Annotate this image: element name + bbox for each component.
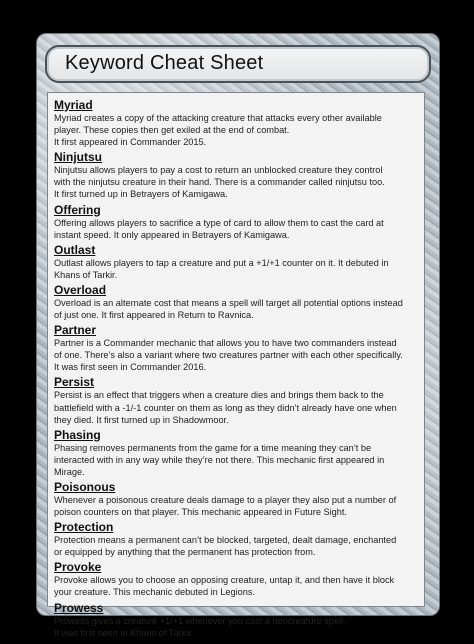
keyword-entry-provoke xyxy=(54,560,418,598)
keyword-description: Outlast allows players to tap a creature and put a +1/+1 counter on it. It debuted in Khans of Tarkir. xyxy=(54,257,389,280)
keyword-name: Outlast xyxy=(54,242,96,257)
keyword-name: Partner xyxy=(54,323,97,338)
keyword-entry-ninjutsu xyxy=(54,150,418,200)
keyword-name: Persist xyxy=(54,375,95,390)
keyword-name: Protection xyxy=(54,520,114,535)
keyword-entry-prowess xyxy=(54,601,418,639)
keyword-name: Overload xyxy=(54,282,107,297)
keyword-description: Myriad creates a copy of the attacking creature that attacks every other available player. These copies then get exiled at the end of combat. It first appeared in Commander 2015. xyxy=(54,113,382,148)
keyword-description: Prowess gives a creature +1/+1 whenever you cast a noncreature spell. It was first seen in Khans of Tarkir. xyxy=(54,615,346,638)
cheat-sheet-card xyxy=(36,33,440,638)
keyword-description: Ninjutsu allows players to pay a cost to return an unblocked creature they control with the ninjutsu creature in their hand. There is a commander called ninjutsu too. It first turned up in Betrayers of Kamigawa. xyxy=(54,165,385,200)
keyword-description: Protection means a permanent can’t be blocked, targeted, dealt damage, enchanted or equipped by anything that the permanent has protection from. xyxy=(54,535,397,558)
title-bar xyxy=(45,45,431,83)
keyword-entry-persist xyxy=(54,375,418,425)
keyword-description: Whenever a poisonous creature deals damage to a player they also put a number of poison counters on that player. This mechanic appeared in Future Sight. xyxy=(54,494,397,518)
keyword-name: Offering xyxy=(54,202,101,217)
keyword-description: Persist is an effect that triggers when a creature dies and brings them back to the battlefield with a -1/-1 counter on them as long as they didn’t already have one when they died. It first turned up in Shadowmoor. xyxy=(54,390,397,425)
keyword-description: Provoke allows you to choose an opposing creature, untap it, and then have it block your creature. This mechanic debuted in Legions. xyxy=(54,575,395,598)
keyword-name: Myriad xyxy=(54,98,93,112)
keyword-entry-poisonous xyxy=(54,480,418,518)
keyword-entry-outlast xyxy=(54,243,418,281)
keyword-entry-partner xyxy=(54,323,418,373)
keyword-name: Poisonous xyxy=(54,479,116,494)
keyword-entry-overload xyxy=(54,283,418,321)
keyword-description: Partner is a Commander mechanic that allows you to have two commanders instead of one. There’s also a variant where two creatures partner with each other specifically. It was first seen in Commander 2016. xyxy=(54,338,403,373)
keyword-list xyxy=(47,92,425,638)
keyword-entry-myriad xyxy=(54,98,418,148)
keyword-entry-phasing xyxy=(54,428,418,478)
keyword-entry-offering xyxy=(54,203,418,241)
keyword-entry-protection xyxy=(54,520,418,558)
keyword-description: Offering allows players to sacrifice a type of card to allow them to cast the card at instant speed. It only appeared in Betrayers of Kamigawa. xyxy=(54,217,384,240)
keyword-description: Overload is an alternate cost that means a spell will target all potential options instead of just one. It first appeared in Return to Ravnica. xyxy=(54,297,403,321)
keyword-name: Phasing xyxy=(54,427,101,442)
keyword-name: Prowess xyxy=(54,600,104,615)
keyword-name: Provoke xyxy=(54,560,102,575)
keyword-description: Phasing removes permanents from the game for a time meaning they can’t be interacted with in any way while they’re not there. This mechanic first appeared in Mirage. xyxy=(54,442,385,477)
page-title: Keyword Cheat Sheet xyxy=(65,52,264,74)
keyword-name: Ninjutsu xyxy=(54,150,102,165)
